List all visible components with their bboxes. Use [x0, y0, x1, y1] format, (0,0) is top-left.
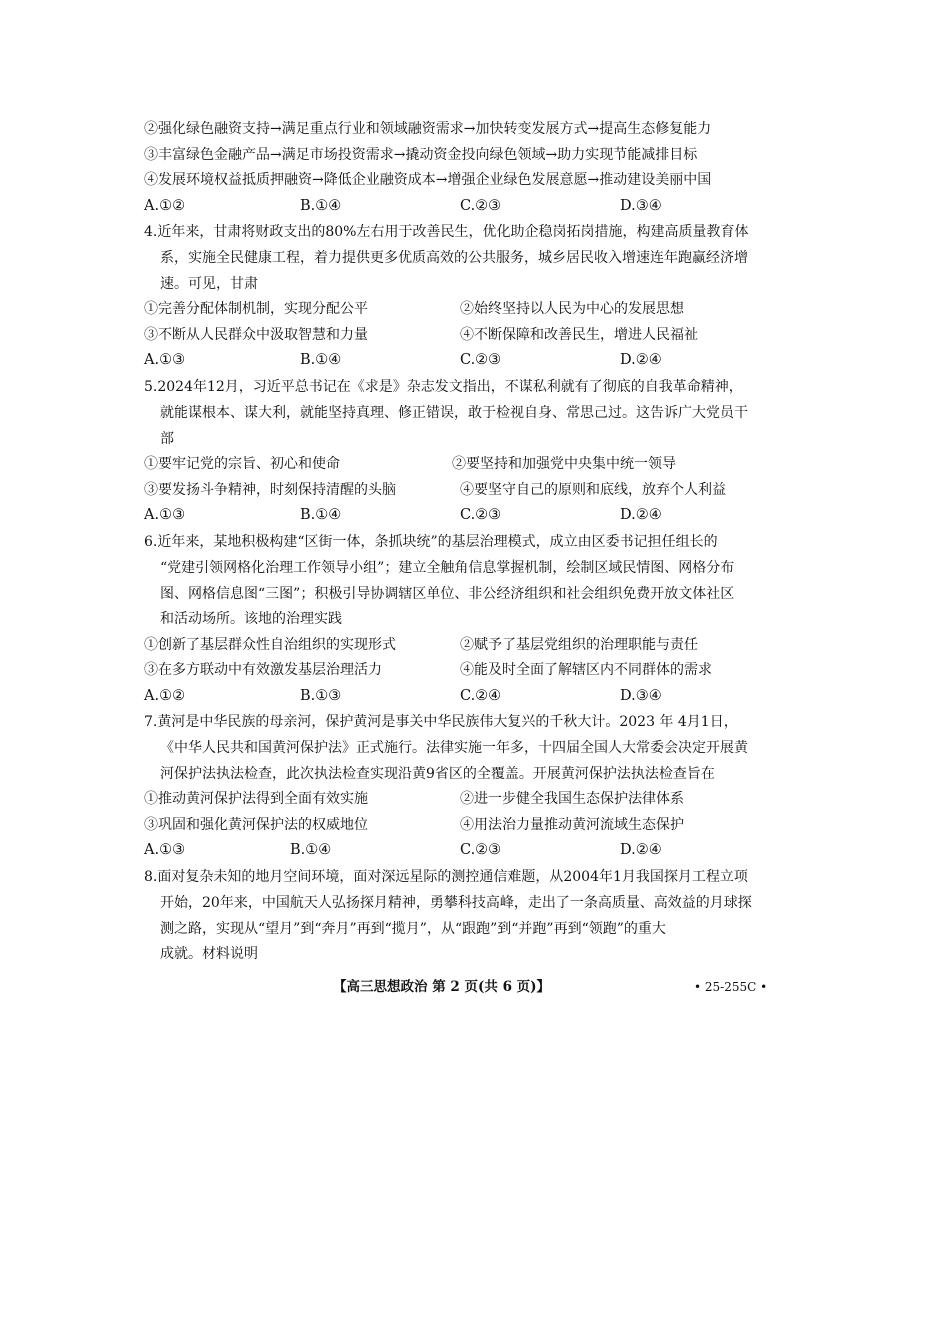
q6-option-a[interactable]: A.①②	[144, 688, 186, 704]
q7-option-c[interactable]: C.②③	[460, 842, 502, 858]
q7-statement-4: ④用法治力量推动黄河流域生态保护	[460, 817, 684, 833]
q6-statement-2: ②赋予了基层党组织的治理职能与责任	[460, 637, 698, 653]
q4-stem-line-1: 4.近年来，甘肃将财政支出的80%左右用于改善民生，优化助企稳岗拓岗措施，构建高质量教育体	[144, 224, 749, 240]
q5-statement-2: ②要坚持和加强党中央集中统一领导	[452, 456, 676, 472]
q6-stem-line-3: 图、网格信息图“三图”；积极引导协调辖区单位、非公经济组织和社会组织免费开放文体社区	[160, 586, 735, 602]
q4-statement-3: ③不断从人民群众中汲取智慧和力量	[144, 327, 368, 343]
q6-statement-1: ①创新了基层群众性自治组织的实现形式	[144, 637, 396, 653]
q5-option-a[interactable]: A.①③	[144, 507, 186, 523]
q7-stem-line-1: 7.黄河是中华民族的母亲河，保护黄河是事关中华民族伟大复兴的千秋大计。2023 年 4月1日，	[144, 714, 738, 730]
q8-stem-line-2: 开始，20年来，中国航天人弘扬探月精神，勇攀科技高峰，走出了一条高质量、高效益的月球探	[160, 895, 752, 911]
q3-option-a[interactable]: A.①②	[144, 198, 186, 214]
q5-stem-line-3: 部	[160, 431, 174, 447]
q4-stem-line-3: 速。可见，甘肃	[160, 276, 258, 292]
q4-option-a[interactable]: A.①③	[144, 352, 186, 368]
q4-statement-4: ④不断保障和改善民生，增进人民福祉	[460, 327, 698, 343]
q7-option-d[interactable]: D.②④	[620, 842, 662, 858]
q6-stem-line-4: 和活动场所。该地的治理实践	[160, 611, 342, 627]
q7-stem-line-2: 《中华人民共和国黄河保护法》正式施行。法律实施一年多，十四届全国人大常委会决定开展黄	[160, 740, 748, 756]
q5-statement-3: ③要发扬斗争精神，时刻保持清醒的头脑	[144, 482, 396, 498]
q7-stem-line-3: 河保护法执法检查，此次执法检查实现沿黄9省区的全覆盖。开展黄河保护法执法检查旨在	[160, 766, 715, 782]
q3-option-b[interactable]: B.①④	[300, 198, 342, 214]
q6-option-b[interactable]: B.①③	[300, 688, 342, 704]
q4-option-b[interactable]: B.①④	[300, 352, 342, 368]
exam-code: • 25-255C •	[694, 980, 768, 994]
q8-stem-line-1: 8.面对复杂未知的地月空间环境，面对深远星际的测控通信难题，从2004年1月我国探月工程立项	[144, 869, 748, 885]
q3-statement-2: ②强化绿色融资支持→满足重点行业和领域融资需求→加快转变发展方式→提高生态修复能力	[144, 121, 712, 137]
q5-statement-4: ④要坚守自己的原则和底线，放弃个人利益	[460, 482, 726, 498]
q3-option-d[interactable]: D.③④	[620, 198, 662, 214]
q7-statement-3: ③巩固和强化黄河保护法的权威地位	[144, 817, 368, 833]
q3-option-c[interactable]: C.②③	[460, 198, 502, 214]
q4-stem-line-2: 系，实施全民健康工程，着力提供更多优质高效的公共服务，城乡居民收入增速连年跑赢经济增	[160, 250, 748, 266]
q6-option-d[interactable]: D.③④	[620, 688, 662, 704]
q7-statement-2: ②进一步健全我国生态保护法律体系	[460, 791, 684, 807]
q4-option-d[interactable]: D.②④	[620, 352, 662, 368]
q3-statement-3: ③丰富绿色金融产品→满足市场投资需求→撬动资金投向绿色领域→助力实现节能减排目标	[144, 147, 698, 163]
q8-stem-line-3: 测之路，实现从“望月”到“奔月”再到“揽月”，从“跟跑”到“并跑”再到“领跑”的重大	[160, 921, 666, 937]
q5-option-b[interactable]: B.①④	[300, 507, 342, 523]
q7-option-b[interactable]: B.①④	[290, 842, 332, 858]
q6-option-c[interactable]: C.②④	[460, 688, 502, 704]
q5-option-c[interactable]: C.②③	[460, 507, 502, 523]
q7-statement-1: ①推动黄河保护法得到全面有效实施	[144, 791, 368, 807]
q7-option-a[interactable]: A.①③	[144, 842, 186, 858]
q3-statement-4: ④发展环境权益抵质押融资→降低企业融资成本→增强企业绿色发展意愿→推动建设美丽中国	[144, 172, 712, 188]
q6-statement-4: ④能及时全面了解辖区内不同群体的需求	[460, 662, 712, 678]
q5-option-d[interactable]: D.②④	[620, 507, 662, 523]
q4-option-c[interactable]: C.②③	[460, 352, 502, 368]
q4-statement-2: ②始终坚持以人民为中心的发展思想	[460, 301, 684, 317]
q5-stem-line-2: 就能谋根本、谋大利，就能坚持真理、修正错误，敢于检视自身、常思己过。这告诉广大党员干	[160, 405, 748, 421]
q5-stem-line-1: 5.2024年12月，习近平总书记在《求是》杂志发文指出，不谋私利就有了彻底的自我革命精神，	[144, 379, 743, 395]
page-footer-label: 【高三思想政治 第 2 页(共 6 页)】	[333, 979, 551, 995]
q8-stem-line-4: 成就。材料说明	[160, 946, 258, 962]
q6-statement-3: ③在多方联动中有效激发基层治理活力	[144, 662, 382, 678]
q6-stem-line-2: “党建引领网格化治理工作领导小组”；建立全触角信息掌握机制，绘制区域民情图、网格分布	[160, 560, 735, 576]
q4-statement-1: ①完善分配体制机制，实现分配公平	[144, 301, 368, 317]
q5-statement-1: ①要牢记党的宗旨、初心和使命	[144, 456, 340, 472]
q6-stem-line-1: 6.近年来，某地积极构建“区街一体，条抓块统”的基层治理模式，成立由区委书记担任组长的	[144, 534, 718, 550]
